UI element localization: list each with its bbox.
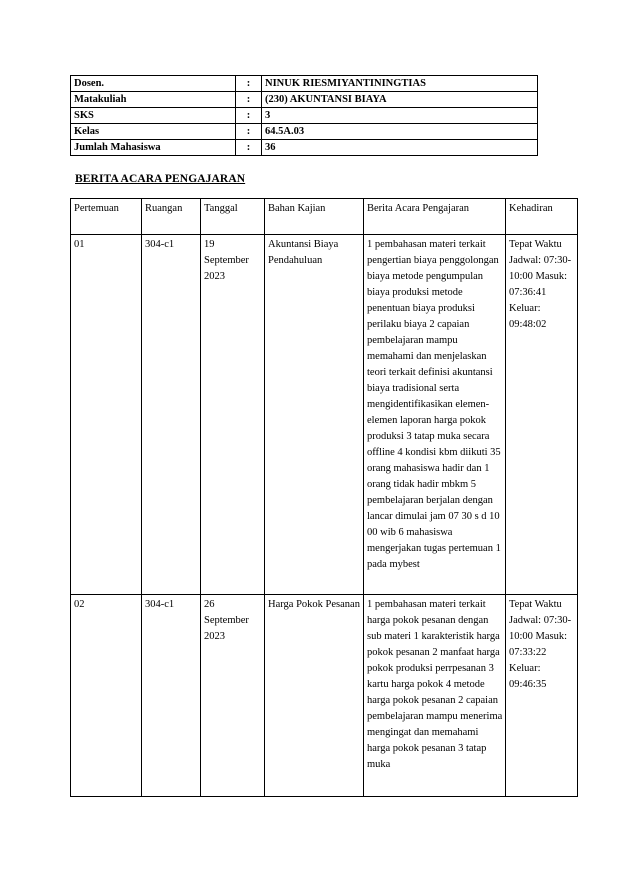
info-label: Kelas: [71, 124, 236, 140]
table-header-row: [71, 199, 578, 235]
info-label: Matakuliah: [71, 92, 236, 108]
info-row-kelas: [71, 124, 538, 140]
info-label: Jumlah Mahasiswa: [71, 140, 236, 156]
header-kehadiran: Kehadiran: [506, 199, 578, 235]
attendance-table: [70, 198, 578, 797]
info-row-matakuliah: [71, 92, 538, 108]
cell-kehadiran: Tepat Waktu Jadwal: 07:30-10:00 Masuk: 07:33:22 Keluar: 09:46:35: [506, 595, 578, 797]
cell-ruangan: 304-c1: [142, 595, 201, 797]
header-tanggal: Tanggal: [201, 199, 265, 235]
header-bahan-kajian: Bahan Kajian: [265, 199, 364, 235]
section-title: BERITA ACARA PENGAJARAN: [75, 173, 246, 185]
info-separator: :: [236, 140, 262, 156]
info-value: 3: [262, 108, 538, 124]
cell-kehadiran: Tepat Waktu Jadwal: 07:30-10:00 Masuk: 07:36:41 Keluar: 09:48:02: [506, 235, 578, 595]
info-row-jumlah-mahasiswa: [71, 140, 538, 156]
info-value: 36: [262, 140, 538, 156]
info-row-sks: [71, 108, 538, 124]
cell-tanggal: 26 September 2023: [201, 595, 265, 797]
cell-bahan-kajian: Harga Pokok Pesanan: [265, 595, 364, 797]
header-berita-acara: Berita Acara Pengajaran: [364, 199, 506, 235]
info-separator: :: [236, 76, 262, 92]
info-separator: :: [236, 124, 262, 140]
info-value: 64.5A.03: [262, 124, 538, 140]
header-pertemuan: Pertemuan: [71, 199, 142, 235]
table-row: [71, 595, 578, 797]
course-info-table: [70, 75, 538, 156]
info-separator: :: [236, 92, 262, 108]
cell-berita-acara: 1 pembahasan materi terkait harga pokok pesanan dengan sub materi 1 karakteristik harga pokok pesanan 2 manfaat harga pokok produksi perrpesanan 3 kartu harga pokok 4 metode harga pokok pesanan 2 capaian pembelajaran mampu menerima mengingat dan memahami harga pokok pesanan 3 tatap muka: [364, 595, 506, 797]
info-separator: :: [236, 108, 262, 124]
cell-bahan-kajian: [265, 235, 364, 595]
header-ruangan: Ruangan: [142, 199, 201, 235]
cell-ruangan: 304-c1: [142, 235, 201, 595]
cell-pertemuan: 02: [71, 595, 142, 797]
info-label: SKS: [71, 108, 236, 124]
cell-berita-acara: 1 pembahasan materi terkait pengertian biaya penggolongan biaya metode pengumpulan biaya produksi metode penentuan biaya produksi perilaku biaya 2 capaian pembelajaran mampu memahami dan menjelaskan teori terkait definisi akuntansi biaya tradisional serta mengidentifikasikan elemen-elemen laporan harga pokok produksi 3 tatap muka secara offline 4 kondisi kbm diikuti 35 orang mahasiswa hadir dan 1 orang tidak hadir mbkm 5 pembelajaran berjalan dengan lancar dimulai jam 07 30 s d 10 00 wib 6 mahasiswa mengerjakan tugas pertemuan 1 pada mybest: [364, 235, 506, 595]
bahan-kajian-text: Akuntansi Biaya Pendahuluan: [268, 239, 339, 266]
info-value: NINUK RIESMIYANTININGTIAS: [262, 76, 538, 92]
info-row-dosen: [71, 76, 538, 92]
table-row: [71, 235, 578, 595]
cell-tanggal: 19 September 2023: [201, 235, 265, 595]
cell-pertemuan: 01: [71, 235, 142, 595]
info-label: Dosen.: [71, 76, 236, 92]
info-value: (230) AKUNTANSI BIAYA: [262, 92, 538, 108]
